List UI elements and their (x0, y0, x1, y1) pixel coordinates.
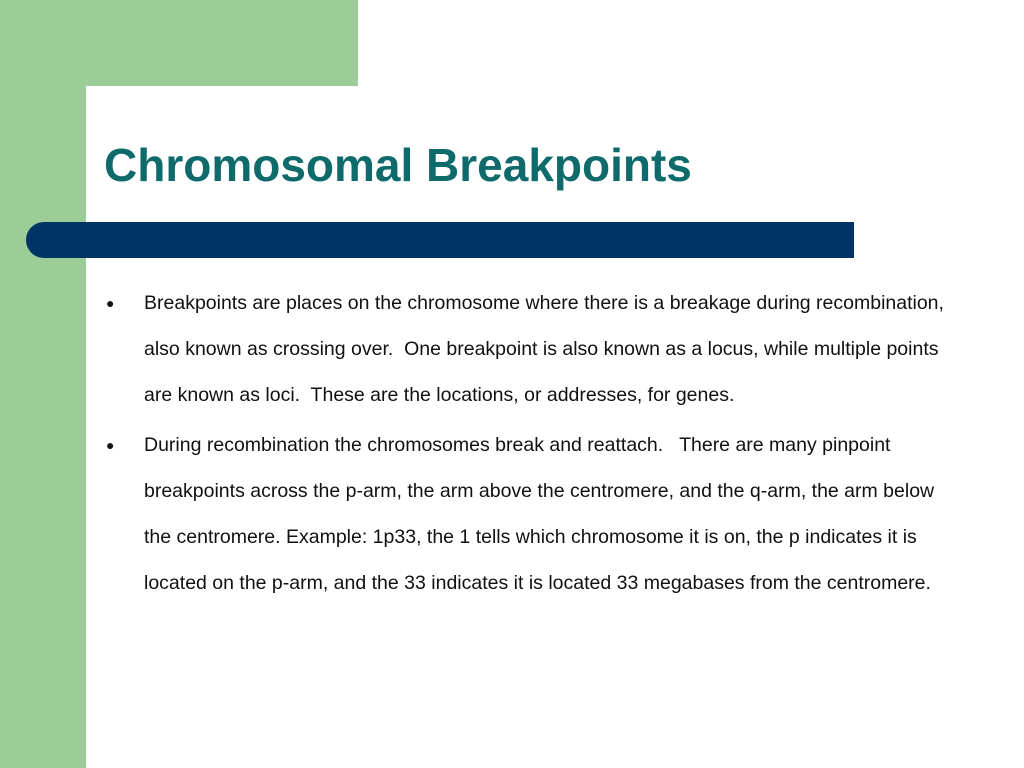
slide-title: Chromosomal Breakpoints (104, 139, 692, 191)
green-accent-left (0, 0, 86, 768)
title-underline-bar (26, 222, 854, 258)
bullet-icon: ● (106, 437, 115, 453)
bullet-text: During recombination the chromosomes break and reattach. There are many pinpoint breakpoints across the p-arm, the arm above the centromere, and the q-arm, the arm below the centromere. Example: 1p33, the 1 tells which chromosome it is on, the p indicates it is located on the p-arm, and the 33 indicates it is located 33 megabases from the centromere. (144, 434, 940, 594)
bullet-list (104, 280, 964, 610)
list-item (104, 280, 964, 418)
bullet-text: Breakpoints are places on the chromosome where there is a breakage during recombination, also known as crossing over. One breakpoint is also known as a locus, while multiple points are known as loci. These are the locations, or addresses, for genes. (144, 292, 950, 406)
list-item (104, 422, 964, 606)
bullet-icon: ● (106, 295, 115, 311)
